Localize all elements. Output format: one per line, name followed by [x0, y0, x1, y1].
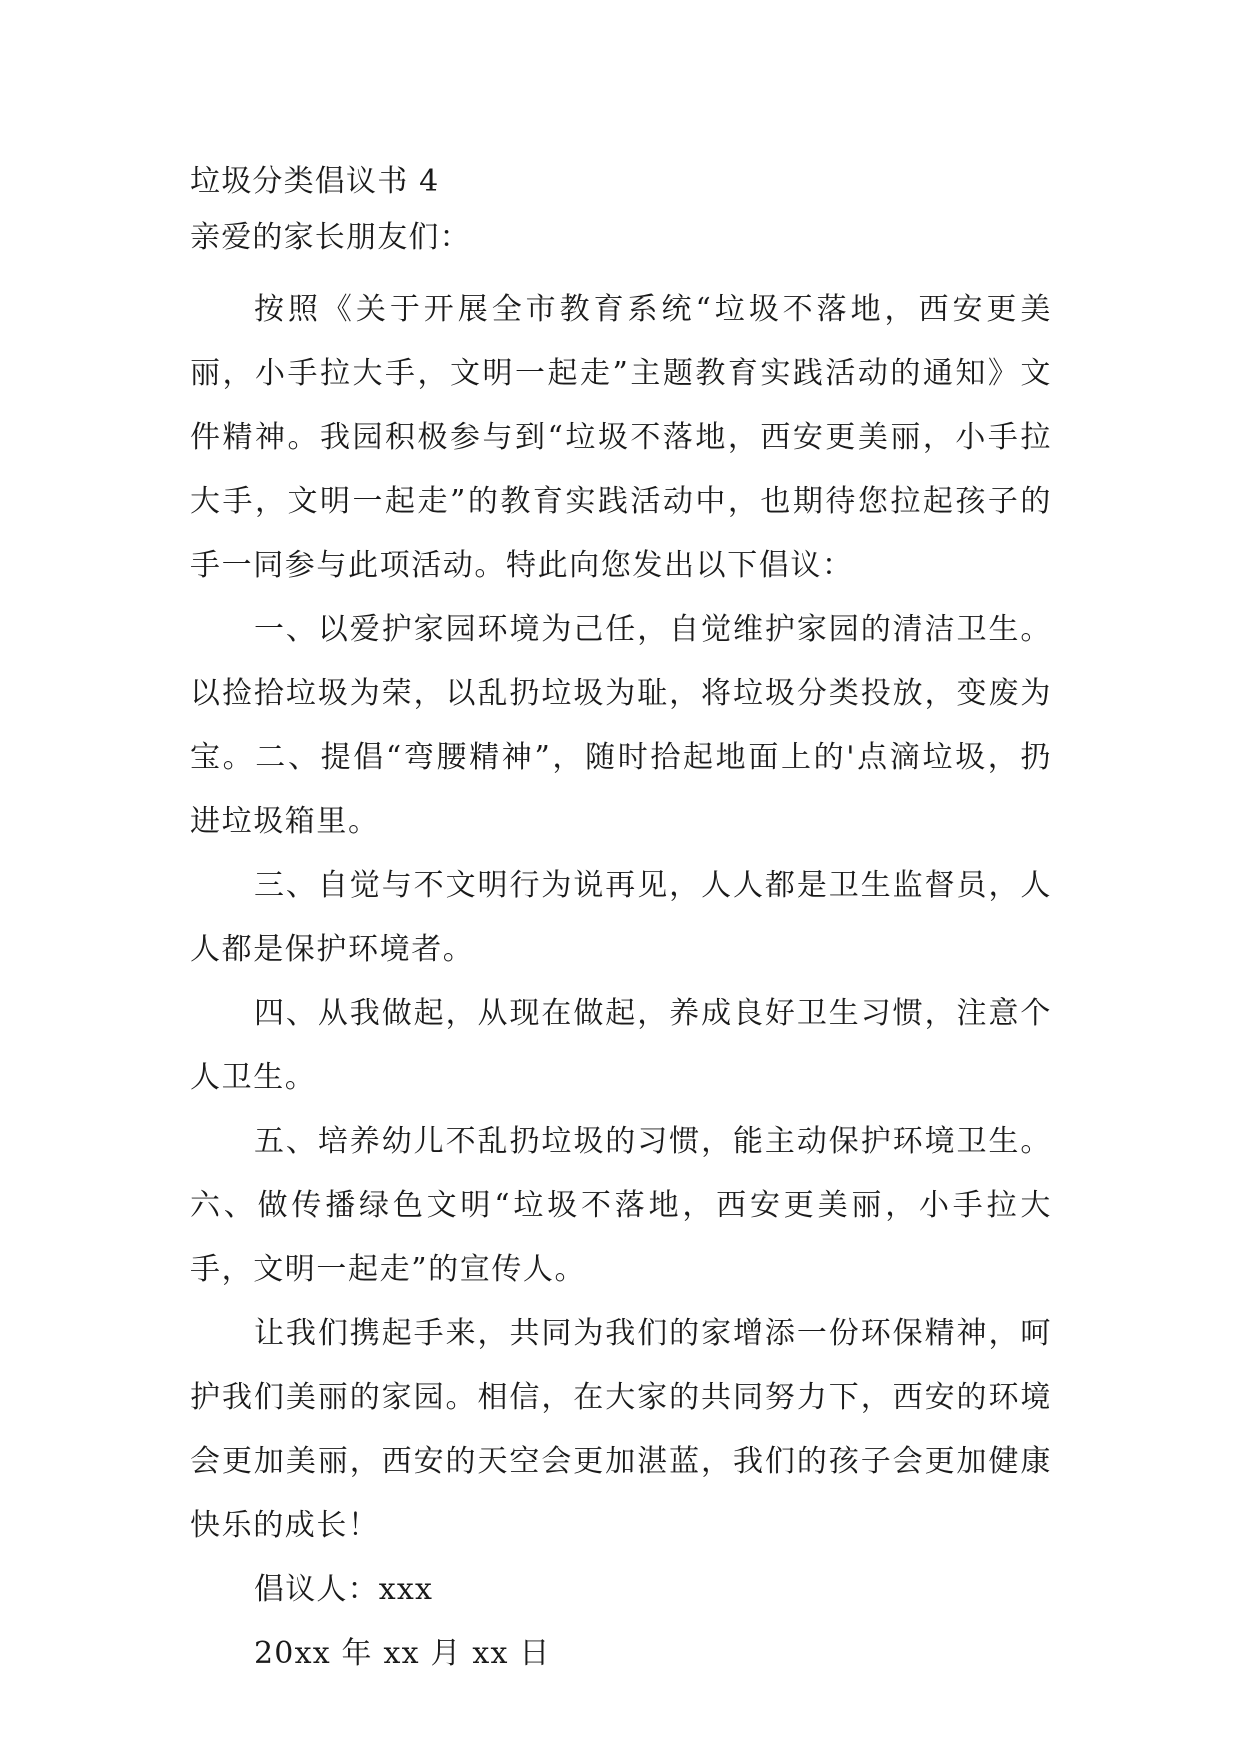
date: 20xx 年 xx 月 xx 日	[254, 1636, 551, 1671]
paragraph-proposal-5-6: 五、培养幼儿不乱扔垃圾的习惯，能主动保护环境卫生。六、做传播绿色文明“垃圾不落地，西安更美丽，小手拉大手，文明一起走”的宣传人。	[190, 1124, 1052, 1287]
paragraph-proposal-4: 四、从我做起，从现在做起，养成良好卫生习惯，注意个人卫生。	[190, 996, 1052, 1095]
document-title: 垃圾分类倡议书 4	[190, 164, 440, 199]
paragraph-intro: 按照《关于开展全市教育系统“垃圾不落地，西安更美丽，小手拉大手，文明一起走”主题教育实践活动的通知》文件精神。我园积极参与到“垃圾不落地，西安更美丽，小手拉大手，文明一起走”的教育实践活动中，也期待您拉起孩子的手一同参与此项活动。特此向您发出以下倡议：	[190, 292, 1052, 583]
paragraph-proposal-1-2: 一、以爱护家园环境为己任，自觉维护家园的清洁卫生。以捡拾垃圾为荣，以乱扔垃圾为耻，将垃圾分类投放，变废为宝。二、提倡“弯腰精神”，随时拾起地面上的'点滴垃圾，扔进垃圾箱里。	[190, 612, 1052, 839]
paragraph-closing: 让我们携起手来，共同为我们的家增添一份环保精神，呵护我们美丽的家园。相信，在大家的共同努力下，西安的环境会更加美丽，西安的天空会更加湛蓝，我们的孩子会更加健康快乐的成长！	[190, 1316, 1052, 1543]
signature: 倡议人：xxx	[254, 1572, 434, 1607]
paragraph-proposal-3: 三、自觉与不文明行为说再见，人人都是卫生监督员，人人都是保护环境者。	[190, 868, 1052, 967]
greeting: 亲爱的家长朋友们：	[190, 220, 471, 255]
document-body	[190, 162, 1052, 1686]
